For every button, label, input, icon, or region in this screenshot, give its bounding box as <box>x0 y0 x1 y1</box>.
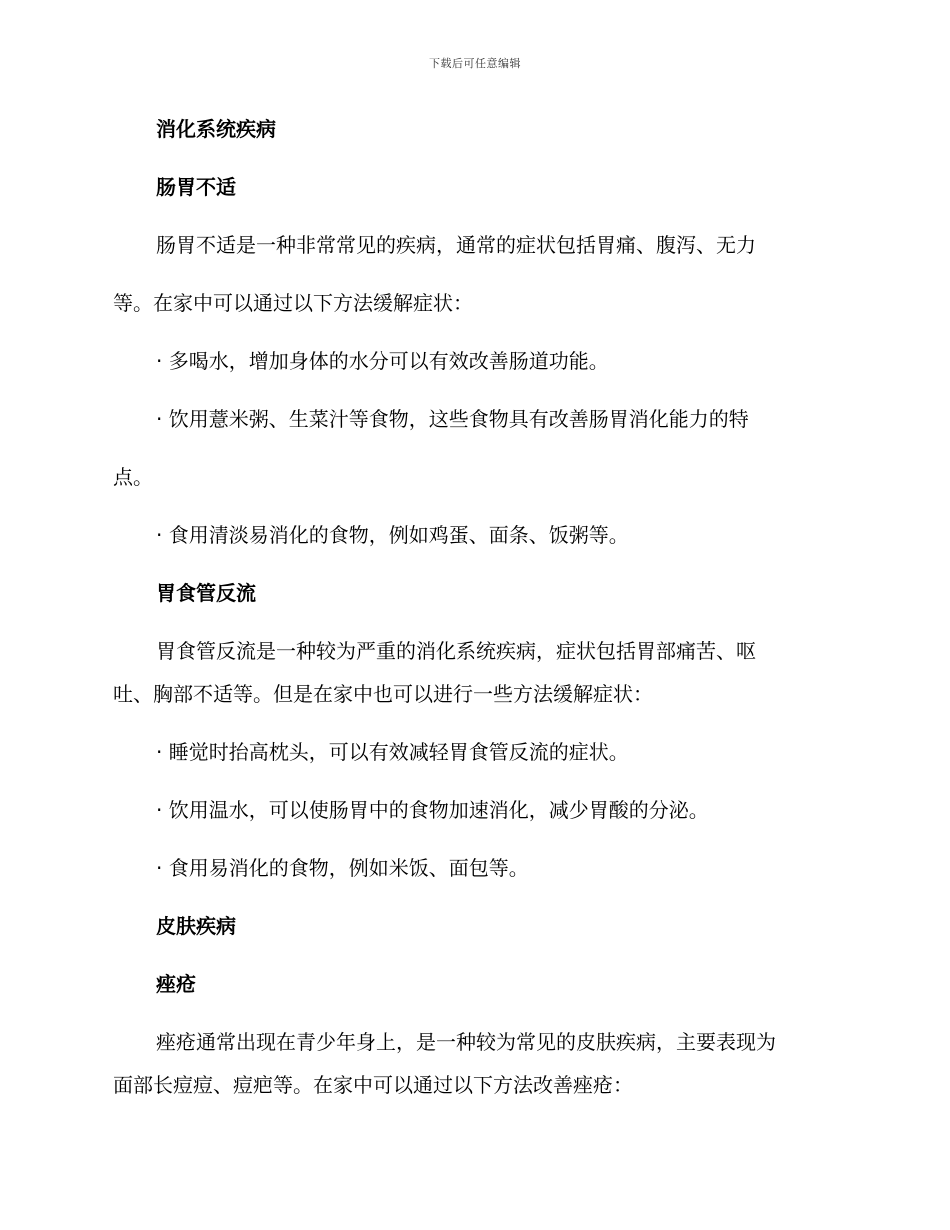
bullet-item <box>113 346 833 376</box>
paragraph-reflux-intro <box>113 636 833 709</box>
document-body <box>113 114 833 1128</box>
section-heading-digestive: 消化系统疾病 <box>156 117 276 141</box>
subsection-heading-acne: 痤疮 <box>156 972 196 996</box>
paragraph-acne-intro <box>113 1027 833 1100</box>
paragraph-line: 等。在家中可以通过以下方法缓解症状： <box>113 291 473 315</box>
bullet-item <box>113 737 833 767</box>
bullet-text: 点。 <box>113 465 153 489</box>
paragraph-line: 肠胃不适是一种非常常见的疾病，通常的症状包括胃痛、腹泻、无力 <box>156 233 756 257</box>
header-note: 下载后可任意编辑 <box>429 57 521 70</box>
paragraph-gastro-intro <box>113 230 833 318</box>
paragraph-line: 胃食管反流是一种较为严重的消化系统疾病，症状包括胃部痛苦、呕 <box>156 639 756 663</box>
section-heading-skin: 皮肤疾病 <box>156 914 236 938</box>
bullet-text: · 食用易消化的食物，例如米饭、面包等。 <box>156 856 529 880</box>
bullet-text: · 饮用薏米粥、生菜汁等食物，这些食物具有改善肠胃消化能力的特 <box>156 407 749 431</box>
bullet-text: · 多喝水，增加身体的水分可以有效改善肠道功能。 <box>156 349 609 373</box>
bullet-text: · 食用清淡易消化的食物，例如鸡蛋、面条、饭粥等。 <box>156 523 629 547</box>
bullet-item <box>113 520 833 550</box>
subsection-heading-gastro: 肠胃不适 <box>156 175 236 199</box>
paragraph-line: 吐、胸部不适等。但是在家中也可以进行一些方法缓解症状： <box>113 682 653 706</box>
bullet-item <box>113 853 833 883</box>
bullet-text: · 饮用温水，可以使肠胃中的食物加速消化，减少胃酸的分泌。 <box>156 798 709 822</box>
bullet-item <box>113 795 833 825</box>
paragraph-line: 面部长痘痘、痘疤等。在家中可以通过以下方法改善痤疮： <box>113 1073 633 1097</box>
bullet-item <box>113 404 833 492</box>
subsection-heading-reflux: 胃食管反流 <box>156 581 256 605</box>
bullet-text: · 睡觉时抬高枕头，可以有效减轻胃食管反流的症状。 <box>156 740 629 764</box>
paragraph-line: 痤疮通常出现在青少年身上，是一种较为常见的皮肤疾病，主要表现为 <box>156 1030 776 1054</box>
